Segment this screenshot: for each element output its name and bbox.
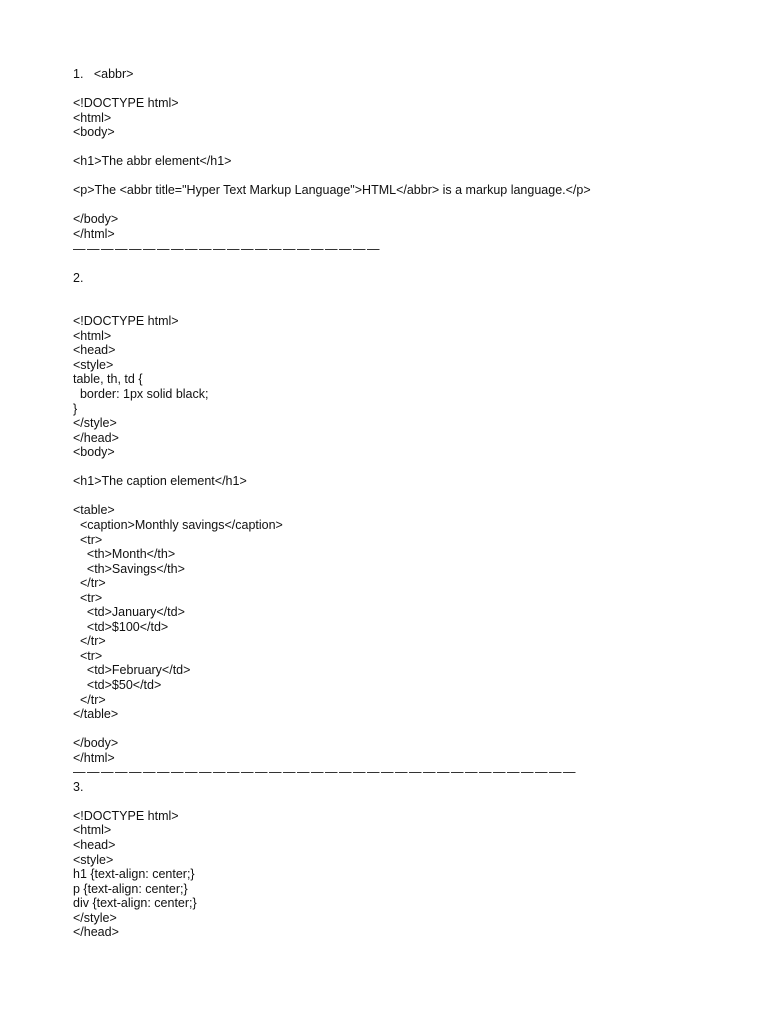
code-line: h1 {text-align: center;} xyxy=(73,867,195,882)
code-line: <html> xyxy=(73,110,112,125)
code-line: <body> xyxy=(73,445,115,460)
code-line xyxy=(73,794,713,809)
code-line: </style> xyxy=(73,416,117,431)
code-line: </table> xyxy=(73,707,119,722)
code-line: </tr> xyxy=(73,692,106,707)
code-line: p {text-align: center;} xyxy=(73,881,188,896)
code-line: <h1>The caption element</h1> xyxy=(73,474,247,489)
code-line: </html> xyxy=(73,227,115,242)
code-line: <head> xyxy=(73,837,116,852)
code-line: <tr> xyxy=(73,590,103,605)
section-separator: ———————————————————————————————————— xyxy=(73,765,577,780)
code-line xyxy=(73,82,713,97)
code-line: <caption>Monthly savings</caption> xyxy=(73,517,283,532)
code-line: <td>February</td> xyxy=(73,663,191,678)
code-line xyxy=(73,140,713,155)
code-line: table, th, td { xyxy=(73,372,143,387)
code-line: <tr> xyxy=(73,648,103,663)
code-line: <!DOCTYPE html> xyxy=(73,96,179,111)
code-line: <!DOCTYPE html> xyxy=(73,808,179,823)
section-1-heading: 1. <abbr> xyxy=(73,67,134,81)
section-separator: —————————————————————— xyxy=(73,241,381,256)
code-line: <html> xyxy=(73,328,112,343)
code-line: border: 1px solid black; xyxy=(73,387,209,402)
code-line: <!DOCTYPE html> xyxy=(73,314,179,329)
code-line: <td>$100</td> xyxy=(73,619,169,634)
code-line: </body> xyxy=(73,736,119,751)
blank-line xyxy=(73,256,713,271)
code-line xyxy=(73,169,713,184)
code-line xyxy=(73,198,713,213)
code-line: <td>$50</td> xyxy=(73,677,162,692)
code-line: <tr> xyxy=(73,532,103,547)
code-line: <head> xyxy=(73,343,116,358)
code-line: } xyxy=(73,401,78,416)
code-line: <style> xyxy=(73,852,114,867)
code-line: </tr> xyxy=(73,634,106,649)
code-line: </tr> xyxy=(73,576,106,591)
code-line: <html> xyxy=(73,823,112,838)
code-line: </style> xyxy=(73,910,117,925)
code-line: </body> xyxy=(73,212,119,227)
section-3-heading: 3. xyxy=(73,779,84,794)
code-line: <table> xyxy=(73,503,115,518)
code-line: <th>Savings</th> xyxy=(73,561,185,576)
code-line xyxy=(73,300,713,315)
code-document xyxy=(73,67,713,940)
code-line: div {text-align: center;} xyxy=(73,896,197,911)
code-line: <td>January</td> xyxy=(73,605,185,620)
code-line xyxy=(73,460,713,475)
code-line: <style> xyxy=(73,357,114,372)
code-line xyxy=(73,489,713,504)
code-line: </head> xyxy=(73,430,119,445)
code-line: </html> xyxy=(73,750,115,765)
code-line: <body> xyxy=(73,125,115,140)
code-line: <h1>The abbr element</h1> xyxy=(73,154,232,169)
code-line: </head> xyxy=(73,925,119,940)
code-line xyxy=(73,285,713,300)
code-line: <th>Month</th> xyxy=(73,547,176,562)
section-2-heading: 2. xyxy=(73,270,84,285)
code-line: <p>The <abbr title="Hyper Text Markup Language">HTML</abbr> is a markup language.</p> xyxy=(73,183,591,198)
code-line xyxy=(73,722,713,737)
